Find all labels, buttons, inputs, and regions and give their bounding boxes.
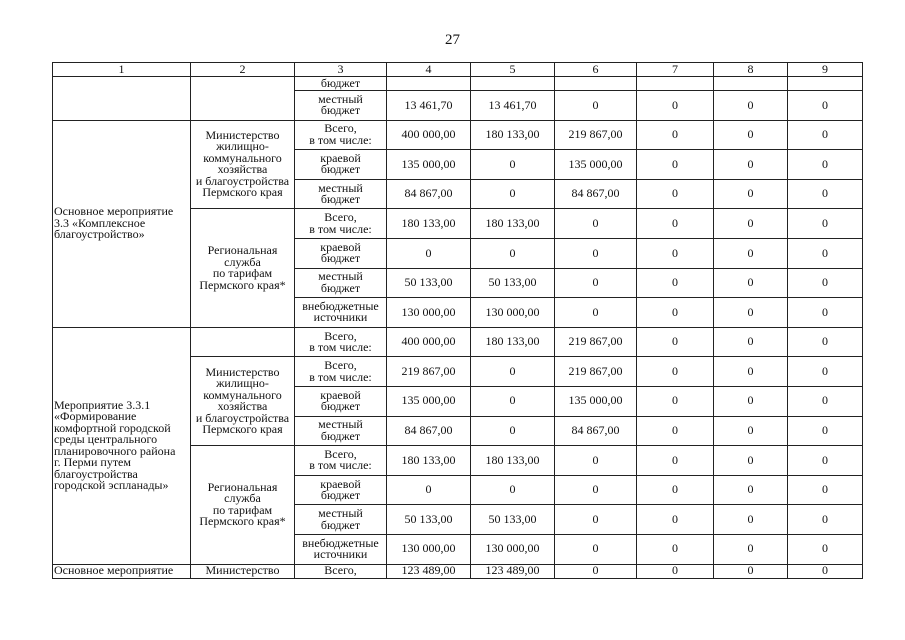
amount-cell: 0 xyxy=(788,150,863,180)
executor-cell: Региональная служба по тарифам Пермского края* xyxy=(191,446,295,564)
amount-cell: 180 133,00 xyxy=(471,327,555,357)
source-cell: внебюджетные источники xyxy=(295,298,387,328)
amount-cell: 0 xyxy=(637,298,714,328)
executor-cell: Министерство жилищно- коммунального хозяйства и благоустройства Пермского края xyxy=(191,120,295,209)
amount-cell: 0 xyxy=(788,446,863,476)
amount-cell: 219 867,00 xyxy=(555,327,637,357)
amount-cell: 0 xyxy=(788,268,863,298)
executor-cell xyxy=(191,327,295,357)
measure-cell: Основное мероприятие xyxy=(53,564,191,578)
amount-cell: 0 xyxy=(788,120,863,150)
amount-cell: 0 xyxy=(637,475,714,505)
amount-cell: 50 133,00 xyxy=(471,505,555,535)
amount-cell xyxy=(387,77,471,91)
amount-cell: 0 xyxy=(714,564,788,578)
page-number: 27 xyxy=(445,32,460,48)
amount-cell: 180 133,00 xyxy=(387,446,471,476)
amount-cell: 130 000,00 xyxy=(471,298,555,328)
amount-cell: 0 xyxy=(471,475,555,505)
amount-cell: 0 xyxy=(714,298,788,328)
amount-cell: 0 xyxy=(637,327,714,357)
amount-cell: 400 000,00 xyxy=(387,120,471,150)
measure-cell: Мероприятие 3.3.1 «Формирование комфортной городской среды центрального планировочного района г. Перми путем благоустройства городской эспланады» xyxy=(53,327,191,564)
executor-cell: Региональная служба по тарифам Пермского края* xyxy=(191,209,295,327)
column-number: 6 xyxy=(555,63,637,77)
table-row xyxy=(53,564,863,578)
source-cell: Всего, в том числе: xyxy=(295,209,387,239)
amount-cell: 0 xyxy=(471,416,555,446)
amount-cell: 0 xyxy=(555,268,637,298)
column-number: 3 xyxy=(295,63,387,77)
source-cell: местный бюджет xyxy=(295,268,387,298)
amount-cell: 135 000,00 xyxy=(387,386,471,416)
amount-cell: 0 xyxy=(788,534,863,564)
executor-cell: Министерство жилищно- коммунального хозяйства и благоустройства Пермского края xyxy=(191,357,295,446)
amount-cell: 180 133,00 xyxy=(387,209,471,239)
amount-cell: 0 xyxy=(637,534,714,564)
source-cell: местный бюджет xyxy=(295,505,387,535)
amount-cell: 0 xyxy=(387,475,471,505)
amount-cell: 135 000,00 xyxy=(555,386,637,416)
source-cell: Всего, в том числе: xyxy=(295,446,387,476)
amount-cell: 0 xyxy=(471,238,555,268)
amount-cell: 0 xyxy=(387,238,471,268)
amount-cell: 0 xyxy=(714,446,788,476)
amount-cell: 180 133,00 xyxy=(471,446,555,476)
amount-cell: 123 489,00 xyxy=(387,564,471,578)
amount-cell: 84 867,00 xyxy=(555,179,637,209)
amount-cell: 135 000,00 xyxy=(555,150,637,180)
source-cell: краевой бюджет xyxy=(295,475,387,505)
budget-table xyxy=(52,62,863,579)
source-cell: Всего, в том числе: xyxy=(295,120,387,150)
amount-cell xyxy=(714,77,788,91)
amount-cell: 0 xyxy=(637,386,714,416)
amount-cell: 0 xyxy=(714,238,788,268)
amount-cell: 0 xyxy=(788,505,863,535)
source-cell: местный бюджет xyxy=(295,416,387,446)
amount-cell: 180 133,00 xyxy=(471,209,555,239)
amount-cell: 0 xyxy=(788,475,863,505)
amount-cell: 50 133,00 xyxy=(471,268,555,298)
amount-cell: 0 xyxy=(714,475,788,505)
measure-cell xyxy=(53,77,191,121)
amount-cell: 130 000,00 xyxy=(471,534,555,564)
amount-cell: 0 xyxy=(714,268,788,298)
amount-cell: 0 xyxy=(555,298,637,328)
amount-cell: 0 xyxy=(788,298,863,328)
amount-cell: 0 xyxy=(555,564,637,578)
table-row xyxy=(53,327,863,357)
amount-cell: 0 xyxy=(637,564,714,578)
amount-cell xyxy=(555,77,637,91)
amount-cell: 0 xyxy=(555,475,637,505)
executor-cell: Министерство xyxy=(191,564,295,578)
amount-cell: 13 461,70 xyxy=(471,91,555,121)
table-row xyxy=(53,77,863,91)
amount-cell: 0 xyxy=(471,150,555,180)
amount-cell: 50 133,00 xyxy=(387,268,471,298)
amount-cell: 219 867,00 xyxy=(555,120,637,150)
amount-cell: 0 xyxy=(788,238,863,268)
source-cell: краевой бюджет xyxy=(295,386,387,416)
amount-cell: 0 xyxy=(714,416,788,446)
amount-cell: 0 xyxy=(637,238,714,268)
amount-cell: 84 867,00 xyxy=(387,416,471,446)
amount-cell: 0 xyxy=(637,91,714,121)
amount-cell: 219 867,00 xyxy=(555,357,637,387)
amount-cell: 0 xyxy=(637,209,714,239)
source-cell: бюджет xyxy=(295,77,387,91)
amount-cell: 0 xyxy=(555,238,637,268)
source-cell: внебюджетные источники xyxy=(295,534,387,564)
amount-cell: 180 133,00 xyxy=(471,120,555,150)
amount-cell: 0 xyxy=(714,357,788,387)
source-cell: Всего, в том числе: xyxy=(295,357,387,387)
amount-cell: 0 xyxy=(637,446,714,476)
column-number: 2 xyxy=(191,63,295,77)
measure-cell: Основное мероприятие 3.3 «Комплексное благоустройство» xyxy=(53,120,191,327)
amount-cell: 0 xyxy=(471,386,555,416)
amount-cell: 0 xyxy=(788,357,863,387)
amount-cell xyxy=(637,77,714,91)
amount-cell: 0 xyxy=(714,327,788,357)
amount-cell: 0 xyxy=(555,534,637,564)
amount-cell: 0 xyxy=(637,179,714,209)
amount-cell: 0 xyxy=(788,386,863,416)
amount-cell: 0 xyxy=(637,357,714,387)
amount-cell: 0 xyxy=(555,505,637,535)
amount-cell: 0 xyxy=(714,150,788,180)
amount-cell xyxy=(788,77,863,91)
amount-cell: 400 000,00 xyxy=(387,327,471,357)
amount-cell: 84 867,00 xyxy=(555,416,637,446)
amount-cell: 0 xyxy=(714,120,788,150)
table-row xyxy=(53,120,863,150)
amount-cell: 0 xyxy=(788,416,863,446)
amount-cell: 0 xyxy=(714,91,788,121)
column-number: 1 xyxy=(53,63,191,77)
amount-cell: 130 000,00 xyxy=(387,298,471,328)
amount-cell: 130 000,00 xyxy=(387,534,471,564)
amount-cell: 0 xyxy=(788,179,863,209)
amount-cell: 0 xyxy=(714,209,788,239)
amount-cell: 135 000,00 xyxy=(387,150,471,180)
amount-cell: 0 xyxy=(788,91,863,121)
amount-cell: 0 xyxy=(637,120,714,150)
amount-cell: 13 461,70 xyxy=(387,91,471,121)
amount-cell: 0 xyxy=(637,150,714,180)
column-numbers-row xyxy=(53,63,863,77)
source-cell: Всего, xyxy=(295,564,387,578)
amount-cell: 0 xyxy=(555,91,637,121)
amount-cell: 0 xyxy=(471,357,555,387)
column-number: 5 xyxy=(471,63,555,77)
amount-cell: 50 133,00 xyxy=(387,505,471,535)
source-cell: краевой бюджет xyxy=(295,238,387,268)
amount-cell: 0 xyxy=(788,327,863,357)
amount-cell: 0 xyxy=(788,209,863,239)
amount-cell: 0 xyxy=(714,386,788,416)
source-cell: краевой бюджет xyxy=(295,150,387,180)
amount-cell: 219 867,00 xyxy=(387,357,471,387)
column-number: 7 xyxy=(637,63,714,77)
amount-cell: 0 xyxy=(714,505,788,535)
amount-cell: 84 867,00 xyxy=(387,179,471,209)
column-number: 4 xyxy=(387,63,471,77)
source-cell: местный бюджет xyxy=(295,91,387,121)
amount-cell: 0 xyxy=(471,179,555,209)
source-cell: местный бюджет xyxy=(295,179,387,209)
column-number: 8 xyxy=(714,63,788,77)
amount-cell: 0 xyxy=(714,534,788,564)
amount-cell: 0 xyxy=(714,179,788,209)
amount-cell: 123 489,00 xyxy=(471,564,555,578)
executor-cell xyxy=(191,77,295,121)
amount-cell: 0 xyxy=(637,505,714,535)
amount-cell: 0 xyxy=(637,416,714,446)
amount-cell xyxy=(471,77,555,91)
column-number: 9 xyxy=(788,63,863,77)
amount-cell: 0 xyxy=(555,209,637,239)
amount-cell: 0 xyxy=(788,564,863,578)
amount-cell: 0 xyxy=(637,268,714,298)
amount-cell: 0 xyxy=(555,446,637,476)
source-cell: Всего, в том числе: xyxy=(295,327,387,357)
